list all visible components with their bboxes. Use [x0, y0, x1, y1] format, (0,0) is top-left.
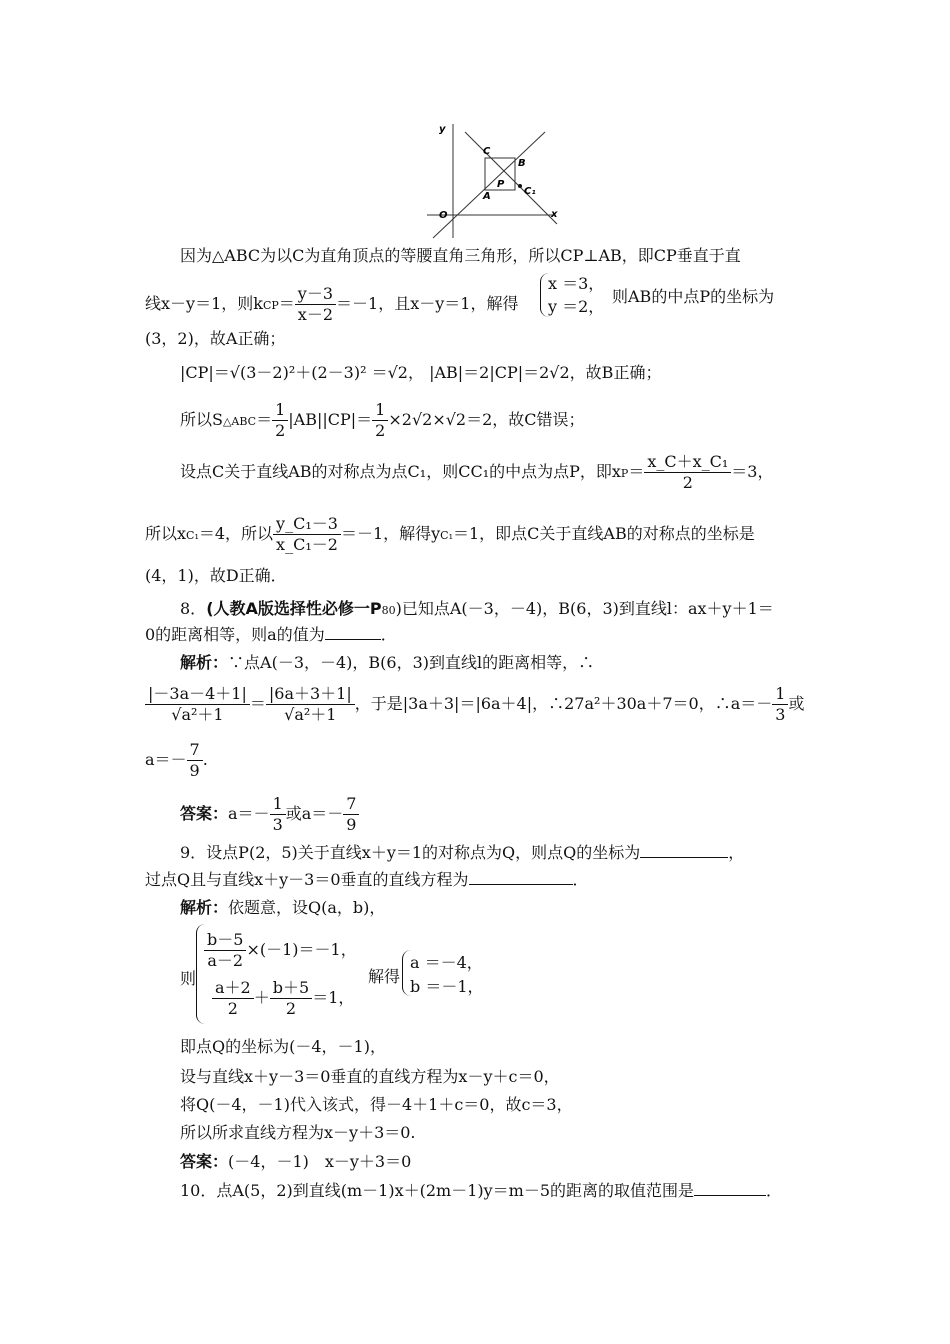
q9-line2: 过点Q且与直线x＋y－3＝0垂直的直线方程为 ．: [145, 870, 589, 889]
sol7-line2-end: 则AB的中点P的坐标为: [612, 287, 775, 306]
sol7-line7: 所以xC₁＝4，所以 $\frac{\text{y\_C₁－3}}{\text{x\_C₁－2}}$ ＝－1，解得yC₁＝1，即点C关于直线AB的对称点的坐标是: [145, 514, 755, 554]
sol7-line3: (3，2)，故A正确；: [145, 329, 286, 348]
answer-blank[interactable]: [325, 624, 381, 640]
q8-line2: 0的距离相等，则a的值为 ．: [145, 625, 397, 644]
sol7-line2: 线x－y＝1，则kCP＝ $\frac{y-3}{x-2}$ ＝－1，且x－y＝1，解得: [145, 284, 519, 324]
answer-blank[interactable]: [469, 869, 573, 885]
answer-blank[interactable]: [640, 842, 728, 858]
q8-sol-line2: $\frac{|-3a-4+1|}{\text{√a²＋1}}$ ＝ $\frac{|6a+3+1|}{\text{√a²＋1}}$ ，于是|3a＋3|＝|6a＋4|，∴27a²＋30a＋7＝0，∴a＝－ $\frac{1}{3}$ 或: [145, 684, 804, 725]
sol7-line4: |CP|＝√(3－2)²＋(2－3)² ＝√2， |AB|＝2|CP|＝2√2，故B正确；: [180, 363, 662, 382]
q9-sol-line5: 将Q(－4，－1)代入该式，得－4＋1＋c＝0，故c＝3，: [180, 1095, 573, 1114]
q9-sol-line1: 解析：依题意，设Q(a，b)，: [180, 898, 386, 917]
q9-sol-line6: 所以所求直线方程为x－y＋3＝0.: [180, 1123, 416, 1142]
label-b: B: [518, 158, 526, 169]
sol7-line8: (4，1)，故D正确．: [145, 566, 287, 585]
q9-line1: 9．设点P(2，5)关于直线x＋y＝1的对称点为Q，则点Q的坐标为 ，: [180, 843, 745, 862]
sol7-line1: 因为△ABC为以C为直角顶点的等腰直角三角形，所以CP⊥AB，即CP垂直于直: [180, 246, 741, 265]
q8-sol-line3: a＝－ $\frac{7}{9}$ .: [145, 740, 208, 780]
answer-blank[interactable]: [694, 1180, 766, 1196]
q9-jiede: 解得: [368, 967, 401, 986]
coordinate-figure: [425, 120, 565, 240]
q9-sol-line4: 设与直线x＋y－3＝0垂直的直线方程为x－y＋c＝0，: [180, 1067, 560, 1086]
q8-sol-line1: 解析：∵点A(－3，－4)，B(6，3)到直线l的距离相等，∴: [180, 653, 595, 672]
point-c1: [518, 184, 522, 188]
q8-answer: 答案：a＝－ $\frac{1}{3}$ 或a＝－ $\frac{7}{9}$: [180, 794, 359, 835]
q9-eq1: $\frac{b-5}{a-2}$ ×(－1)＝－1，: [204, 930, 357, 971]
q9-answer: 答案：(－4，－1) x－y＋3＝0: [180, 1152, 412, 1171]
label-a: A: [483, 191, 491, 202]
q9-eq2: $\frac{a+2}{2}$ ＋ $\frac{b+5}{2}$ ＝1，: [212, 978, 354, 1019]
q9-sol-line3: 即点Q的坐标为(－4，－1)，: [180, 1037, 386, 1056]
sol7-line5: 所以S△ABC＝ $\frac{1}{2}$ |AB||CP|＝ $\frac{1}{2}$ ×2√2×√2＝2，故C错误；: [180, 400, 585, 440]
label-p: P: [497, 179, 505, 190]
label-c1: C₁: [524, 186, 536, 197]
sol7-line6: 设点C关于直线AB的对称点为点C₁，则CC₁的中点为点P，即xP＝ $\frac{\text{x\_C＋x\_C₁}}{2}$ ＝3，: [180, 452, 774, 492]
label-o: O: [439, 210, 448, 221]
q9-ze: 则: [180, 969, 197, 988]
label-c: C: [483, 146, 491, 157]
kcp-fraction: $\frac{y-3}{x-2}$: [295, 284, 336, 325]
line-ab: [465, 132, 557, 224]
sol7-sys2: y ＝2，: [548, 297, 605, 316]
sol7-sys1: x ＝3，: [548, 274, 605, 293]
q10-line1: 10．点A(5，2)到直线(m－1)x＋(2m－1)y＝m－5的距离的取值范围是 ．: [180, 1181, 783, 1200]
label-y: y: [439, 124, 446, 135]
q8-line1: 8．(人教A版选择性必修一P80)已知点A(－3，－4)，B(6，3)到直线l：ax＋y＋1＝: [180, 599, 774, 618]
q9-result1: a ＝－4，: [410, 953, 483, 972]
q9-result2: b ＝－1，: [410, 977, 484, 996]
label-x: x: [551, 209, 558, 220]
